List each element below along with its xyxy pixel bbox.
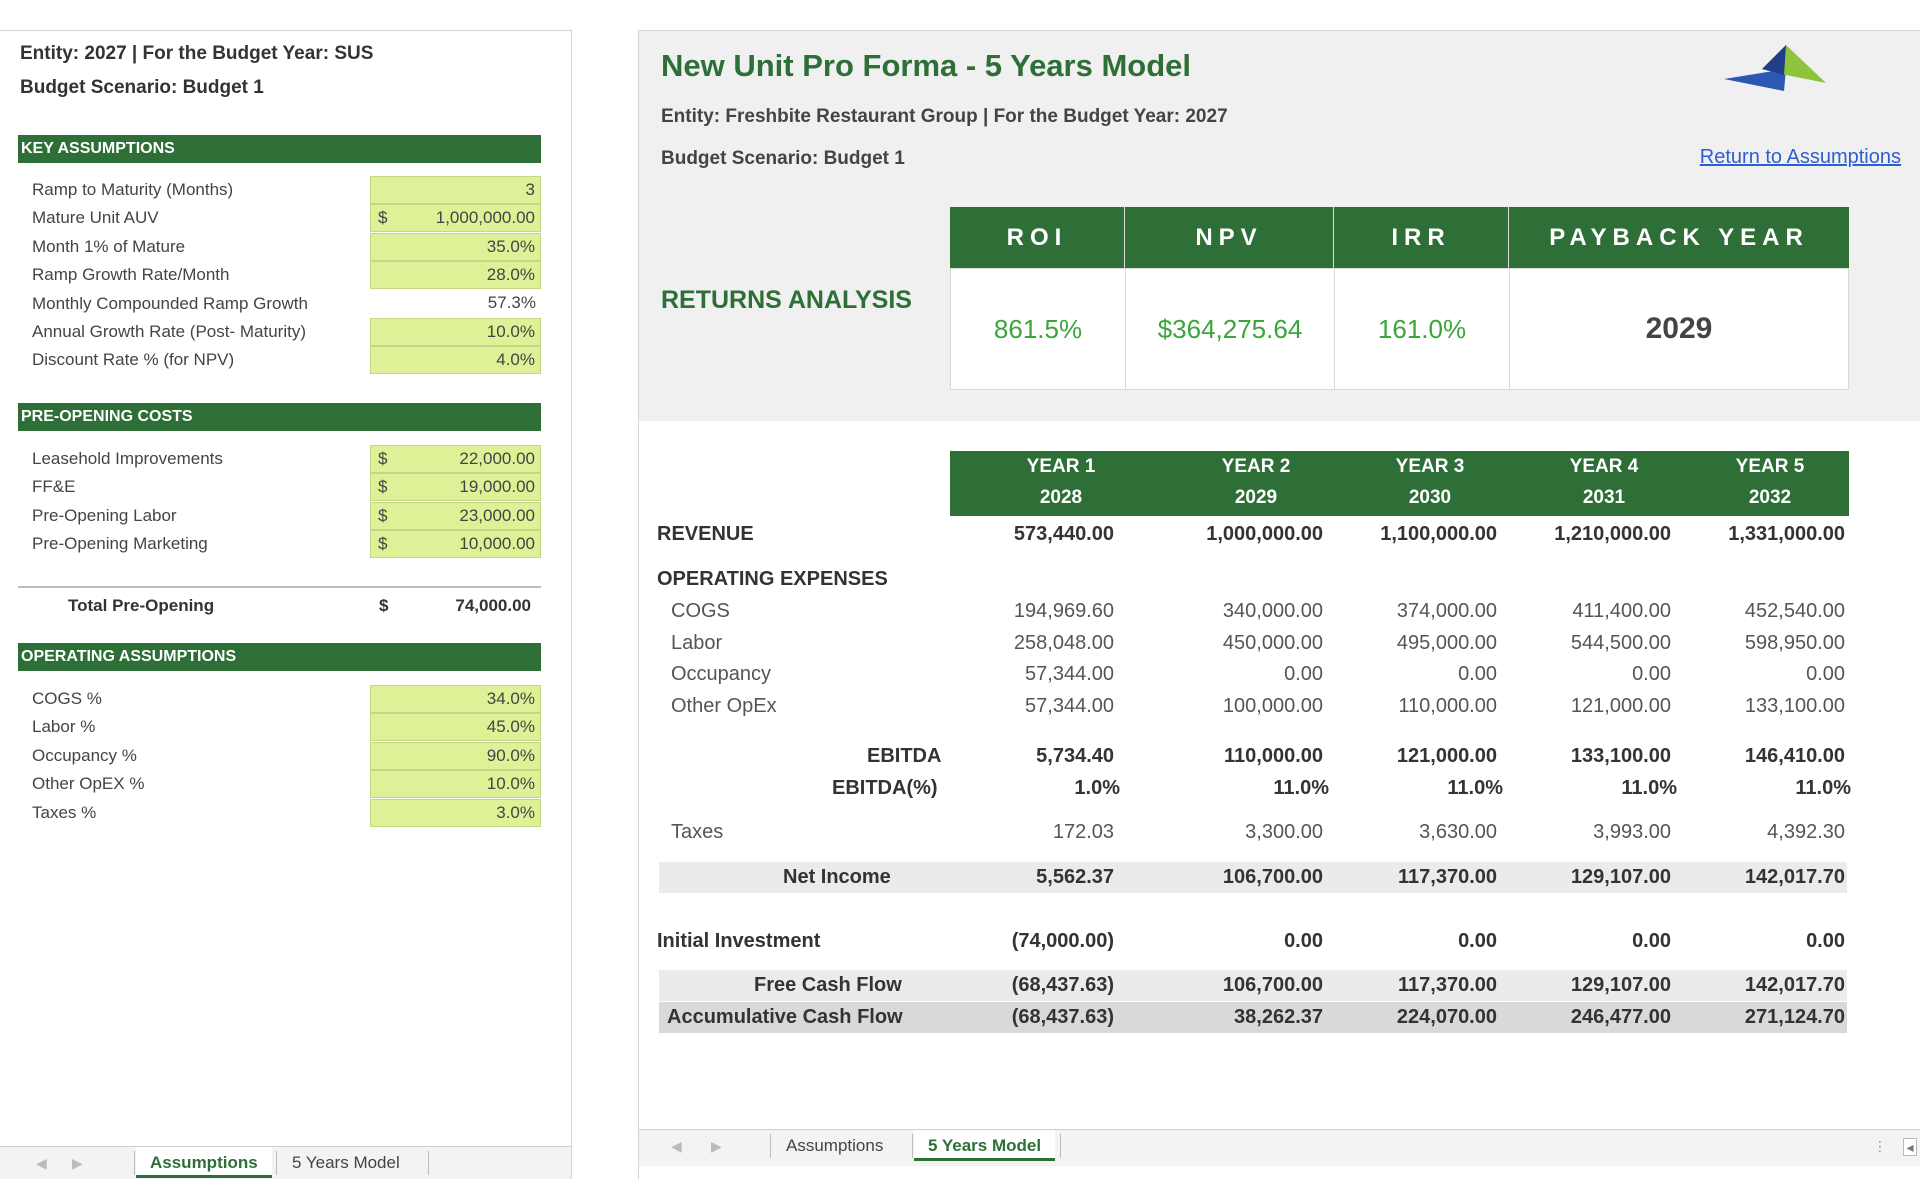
- assumption-row: [32, 261, 541, 289]
- accumulative-cash-flow-row: [659, 1002, 1847, 1033]
- cell-value[interactable]: 106,700.00: [1222, 866, 1323, 888]
- cell-value[interactable]: 5,734.40: [1036, 745, 1114, 767]
- initial-investment-row: [657, 926, 1847, 957]
- cell-value[interactable]: 573,440.00: [1013, 523, 1114, 545]
- assumption-label: Leasehold Improvements: [32, 449, 223, 468]
- cell-value[interactable]: 0.00: [1284, 930, 1323, 952]
- assumption-input-cell[interactable]: [370, 530, 541, 558]
- cell-value[interactable]: 411,400.00: [1572, 600, 1671, 622]
- year-header-5: [1690, 451, 1850, 516]
- cell-value[interactable]: 3,300.00: [1245, 821, 1323, 843]
- assumption-input-cell[interactable]: [370, 233, 541, 261]
- cell-value[interactable]: 129,107.00: [1570, 974, 1671, 996]
- roi-value[interactable]: 861.5%: [950, 268, 1126, 390]
- assumption-label: Ramp to Maturity (Months): [32, 180, 234, 199]
- assumption-label: Annual Growth Rate (Post- Maturity): [32, 322, 306, 341]
- assumptions-sheet-pane: [0, 30, 572, 1179]
- year-label: YEAR 1: [1026, 456, 1096, 477]
- operating-assumptions-header: OPERATING ASSUMPTIONS: [18, 643, 541, 671]
- operating-expenses-title-row: [657, 564, 1847, 595]
- assumption-row: [32, 685, 541, 713]
- ebitda-pct-row-label: EBITDA(%): [832, 777, 938, 799]
- assumption-value: 28.0%: [486, 265, 535, 285]
- ebitda-row: [657, 741, 1847, 772]
- currency-symbol: $: [378, 477, 388, 497]
- returns-analysis-title: RETURNS ANALYSIS: [661, 286, 912, 314]
- cell-value[interactable]: 1,100,000.00: [1380, 523, 1497, 545]
- cell-value[interactable]: 0.00: [1458, 930, 1497, 952]
- cell-value[interactable]: 121,000.00: [1570, 694, 1671, 717]
- assumption-input-cell[interactable]: [370, 713, 541, 741]
- year-value: 2031: [1582, 487, 1626, 508]
- cell-value[interactable]: 106,700.00: [1222, 974, 1323, 996]
- assumption-value: 22,000.00: [459, 449, 535, 468]
- cell-value[interactable]: 117,370.00: [1398, 866, 1497, 888]
- assumption-input-cell[interactable]: [370, 346, 541, 374]
- year-header-band: [950, 451, 1849, 516]
- cell-value[interactable]: 110,000.00: [1224, 745, 1323, 767]
- five-year-model-table: [639, 451, 1920, 1091]
- assumption-input-cell[interactable]: [370, 473, 541, 501]
- assumption-label: Ramp Growth Rate/Month: [32, 265, 230, 285]
- assumption-input-cell[interactable]: [370, 261, 541, 289]
- tab-assumptions[interactable]: Assumptions: [136, 1147, 272, 1178]
- assumption-value: 19,000.00: [459, 477, 535, 497]
- cell-value[interactable]: 4,392.30: [1767, 821, 1845, 843]
- revenue-row-label: REVENUE: [657, 523, 754, 545]
- opex-row: [657, 628, 1847, 659]
- assumption-row: [32, 473, 541, 501]
- cell-value[interactable]: (68,437.63): [1011, 1006, 1114, 1028]
- taxes-row-label: Taxes: [671, 821, 724, 843]
- cell-value[interactable]: 450,000.00: [1222, 631, 1323, 654]
- cell-value[interactable]: 0.00: [1806, 663, 1845, 685]
- cell-value[interactable]: 11.0%: [1447, 777, 1503, 799]
- cell-value[interactable]: 11.0%: [1795, 777, 1851, 799]
- year-header-4: [1524, 451, 1684, 516]
- irr-header: IRR: [1334, 207, 1509, 268]
- assumption-row: [32, 318, 541, 346]
- assumption-row: [32, 204, 541, 232]
- assumption-input-cell[interactable]: [370, 445, 541, 473]
- payback-year-header: PAYBACK YEAR: [1509, 207, 1849, 268]
- assumption-value: 45.0%: [486, 717, 535, 737]
- entity-line: Entity: Freshbite Restaurant Group | For the Budget Year: 2027: [661, 106, 1228, 127]
- assumption-input-cell[interactable]: [370, 204, 541, 232]
- assumption-label: Other OpEX %: [32, 774, 145, 794]
- tab-separator: [912, 1134, 913, 1158]
- year-header-3: [1350, 451, 1510, 516]
- more-options-icon[interactable]: ⋮: [1873, 1138, 1887, 1154]
- net-income-row-label: Net Income: [783, 866, 891, 888]
- scenario-line: Budget Scenario: Budget 1: [661, 148, 905, 169]
- cell-value[interactable]: 0.00: [1284, 663, 1323, 685]
- assumption-input-cell[interactable]: [370, 290, 541, 318]
- assumption-row: [32, 233, 541, 261]
- cell-value[interactable]: 598,950.00: [1744, 631, 1845, 654]
- opex-label: Occupancy: [671, 663, 772, 685]
- total-currency: $: [379, 596, 389, 615]
- opex-label: COGS: [671, 600, 730, 622]
- cell-value[interactable]: 1.0%: [1074, 777, 1120, 799]
- cell-value[interactable]: 133,100.00: [1570, 745, 1671, 767]
- cell-value[interactable]: 57,344.00: [1025, 694, 1114, 717]
- cell-value[interactable]: 224,070.00: [1396, 1006, 1497, 1028]
- year-value: 2030: [1408, 487, 1452, 508]
- initial-investment-row-label: Initial Investment: [657, 930, 821, 952]
- scroll-left-icon[interactable]: ◀: [671, 1138, 682, 1154]
- sheet-tab-bar: [0, 1146, 571, 1179]
- cell-value[interactable]: 258,048.00: [1013, 631, 1114, 654]
- tab-separator: [276, 1151, 277, 1175]
- year-label: YEAR 2: [1221, 456, 1291, 477]
- total-label: Total Pre-Opening: [68, 596, 215, 615]
- assumption-label: Monthly Compounded Ramp Growth: [32, 293, 308, 313]
- cell-value[interactable]: 57,344.00: [1025, 663, 1114, 685]
- cell-value[interactable]: 129,107.00: [1570, 866, 1671, 888]
- cell-value[interactable]: 0.00: [1458, 663, 1497, 685]
- currency-symbol: $: [378, 208, 388, 228]
- assumption-input-cell[interactable]: [370, 685, 541, 713]
- cell-value[interactable]: 0.00: [1806, 930, 1845, 952]
- cell-value[interactable]: 374,000.00: [1396, 600, 1497, 622]
- total-divider: [18, 586, 541, 588]
- assumption-value: 10.0%: [486, 774, 535, 794]
- assumption-value: 10,000.00: [459, 534, 535, 554]
- cell-value[interactable]: 172.03: [1052, 821, 1114, 843]
- assumption-input-cell[interactable]: [370, 318, 541, 346]
- payback-year-value[interactable]: 2029: [1509, 268, 1849, 390]
- year-value: 2032: [1748, 487, 1792, 508]
- opex-row: [657, 659, 1847, 690]
- tab-separator: [134, 1151, 135, 1175]
- cell-value[interactable]: 110,000.00: [1398, 694, 1497, 717]
- assumption-row: [32, 346, 541, 374]
- summary-area: [639, 31, 1920, 421]
- assumption-row: [32, 176, 541, 204]
- scroll-left-icon[interactable]: ◀: [36, 1155, 47, 1171]
- year-value: 2028: [1039, 487, 1083, 508]
- cell-value[interactable]: 142,017.70: [1744, 974, 1845, 996]
- cell-value[interactable]: 133,100.00: [1744, 694, 1845, 717]
- cell-value[interactable]: 38,262.37: [1234, 1006, 1323, 1028]
- assumption-row: [32, 290, 541, 318]
- cell-value[interactable]: 340,000.00: [1222, 600, 1323, 622]
- revenue-row: [657, 519, 1847, 550]
- currency-symbol: $: [378, 505, 388, 525]
- scenario-line: Budget Scenario: Budget 1: [20, 77, 264, 98]
- assumption-label: Mature Unit AUV: [32, 208, 159, 228]
- year-label: YEAR 5: [1735, 456, 1805, 477]
- assumption-label: COGS %: [32, 689, 102, 708]
- cell-value[interactable]: 0.00: [1632, 663, 1671, 685]
- total-pre-opening-row: [18, 589, 541, 623]
- assumption-label: Labor %: [32, 717, 96, 737]
- cell-value[interactable]: 3,993.00: [1593, 821, 1671, 843]
- assumption-input-cell[interactable]: [370, 742, 541, 770]
- cell-value[interactable]: 11.0%: [1273, 777, 1329, 799]
- assumption-row: [32, 530, 541, 558]
- cell-value[interactable]: 1,210,000.00: [1554, 523, 1671, 545]
- assumption-label: Month 1% of Mature: [32, 236, 186, 256]
- cell-value[interactable]: 5,562.37: [1036, 866, 1114, 888]
- taxes-row: [657, 817, 1847, 848]
- assumption-row: [32, 713, 541, 741]
- page-title: New Unit Pro Forma - 5 Years Model: [661, 48, 1192, 83]
- cell-value[interactable]: 11.0%: [1621, 777, 1677, 799]
- assumption-value: 4.0%: [496, 350, 535, 370]
- tab-separator: [770, 1134, 771, 1158]
- cell-value[interactable]: 121,000.00: [1396, 745, 1497, 767]
- assumption-value: 35.0%: [486, 236, 535, 256]
- assumption-input-cell[interactable]: [370, 502, 541, 530]
- tab-5-years-model[interactable]: 5 Years Model: [914, 1130, 1055, 1161]
- cell-value[interactable]: 142,017.70: [1744, 866, 1845, 888]
- scroll-right-icon[interactable]: ▶: [711, 1138, 722, 1154]
- cell-value[interactable]: 194,969.60: [1013, 600, 1114, 622]
- assumption-value: 10.0%: [486, 322, 535, 341]
- cell-value[interactable]: 452,540.00: [1744, 600, 1845, 622]
- scroll-right-icon[interactable]: ▶: [72, 1155, 83, 1171]
- assumption-value: 57.3%: [487, 292, 536, 312]
- return-to-assumptions-link[interactable]: Return to Assumptions: [1699, 146, 1901, 168]
- assumption-row: [32, 799, 541, 827]
- roi-header: ROI: [950, 207, 1125, 268]
- assumption-input-cell[interactable]: [370, 770, 541, 798]
- cell-value[interactable]: (68,437.63): [1011, 974, 1114, 996]
- net-income-row: [659, 862, 1847, 893]
- assumption-value: 34.0%: [486, 689, 535, 708]
- opex-label: Other OpEx: [671, 694, 777, 717]
- cell-value[interactable]: 495,000.00: [1396, 631, 1497, 654]
- cell-value[interactable]: 0.00: [1632, 930, 1671, 952]
- year-label: YEAR 3: [1395, 456, 1465, 477]
- assumption-input-cell[interactable]: [370, 176, 541, 204]
- irr-value[interactable]: 161.0%: [1334, 268, 1510, 390]
- npv-value[interactable]: $364,275.64: [1125, 268, 1335, 390]
- free-cash-flow-row: [659, 970, 1847, 1001]
- entity-line: Entity: 2027 | For the Budget Year: SUS: [20, 43, 374, 64]
- assumption-label: Pre-Opening Marketing: [32, 534, 208, 554]
- cell-value[interactable]: 246,477.00: [1570, 1006, 1671, 1028]
- accumulative-cash-flow-row-label: Accumulative Cash Flow: [667, 1006, 903, 1028]
- year-label: YEAR 4: [1569, 456, 1639, 477]
- cell-value[interactable]: 3,630.00: [1419, 821, 1497, 843]
- year-header-2: [1176, 451, 1336, 516]
- cell-value[interactable]: 100,000.00: [1222, 694, 1323, 717]
- assumption-value: 3: [525, 180, 535, 199]
- cell-value[interactable]: 1,331,000.00: [1728, 523, 1845, 545]
- opex-row: [657, 596, 1847, 627]
- operating-expenses-title: OPERATING EXPENSES: [657, 568, 888, 590]
- ebitda-pct-row: [657, 773, 1851, 804]
- year-value: 2029: [1234, 487, 1278, 508]
- assumption-label: Discount Rate % (for NPV): [32, 350, 235, 370]
- assumption-row: [32, 742, 541, 770]
- free-cash-flow-row-label: Free Cash Flow: [754, 974, 902, 996]
- cell-value[interactable]: 1,000,000.00: [1206, 523, 1323, 545]
- assumption-label: FF&E: [32, 477, 76, 497]
- assumption-label: Pre-Opening Labor: [32, 505, 177, 525]
- cell-value[interactable]: 544,500.00: [1570, 631, 1671, 654]
- cell-value[interactable]: 117,370.00: [1398, 974, 1497, 996]
- horizontal-scroll-left-icon[interactable]: ◂: [1903, 1138, 1917, 1156]
- assumption-value: 90.0%: [486, 745, 535, 765]
- sheet-tab-bar: [639, 1129, 1920, 1166]
- key-assumptions-header: KEY ASSUMPTIONS: [18, 135, 541, 163]
- tab-separator: [428, 1151, 429, 1175]
- assumption-row: [32, 502, 541, 530]
- pre-opening-header: PRE-OPENING COSTS: [18, 403, 541, 431]
- assumption-row: [32, 445, 541, 473]
- cell-value[interactable]: 271,124.70: [1744, 1006, 1845, 1028]
- assumption-value: 23,000.00: [459, 505, 535, 525]
- cell-value[interactable]: 146,410.00: [1744, 745, 1845, 767]
- tab-5-years-model[interactable]: 5 Years Model: [292, 1153, 400, 1172]
- assumption-input-cell[interactable]: [370, 799, 541, 827]
- opex-row: [657, 691, 1847, 722]
- assumption-value: 3.0%: [496, 802, 535, 822]
- tab-separator: [1060, 1134, 1061, 1158]
- assumption-value: 1,000,000.00: [435, 208, 535, 228]
- assumption-label: Occupancy %: [32, 745, 137, 765]
- currency-symbol: $: [378, 534, 388, 554]
- opex-label: Labor: [671, 631, 723, 654]
- assumption-label: Taxes %: [32, 802, 97, 822]
- year-header-1: [981, 451, 1141, 516]
- npv-header: NPV: [1125, 207, 1334, 268]
- assumption-row: [32, 770, 541, 798]
- tab-assumptions[interactable]: Assumptions: [786, 1136, 884, 1155]
- five-year-model-sheet-pane: [638, 30, 1920, 1179]
- ebitda-row-label: EBITDA: [867, 745, 942, 767]
- currency-symbol: $: [378, 449, 388, 468]
- cell-value[interactable]: (74,000.00): [1011, 930, 1114, 952]
- total-value[interactable]: 74,000.00: [455, 596, 531, 615]
- company-logo: [1724, 45, 1834, 91]
